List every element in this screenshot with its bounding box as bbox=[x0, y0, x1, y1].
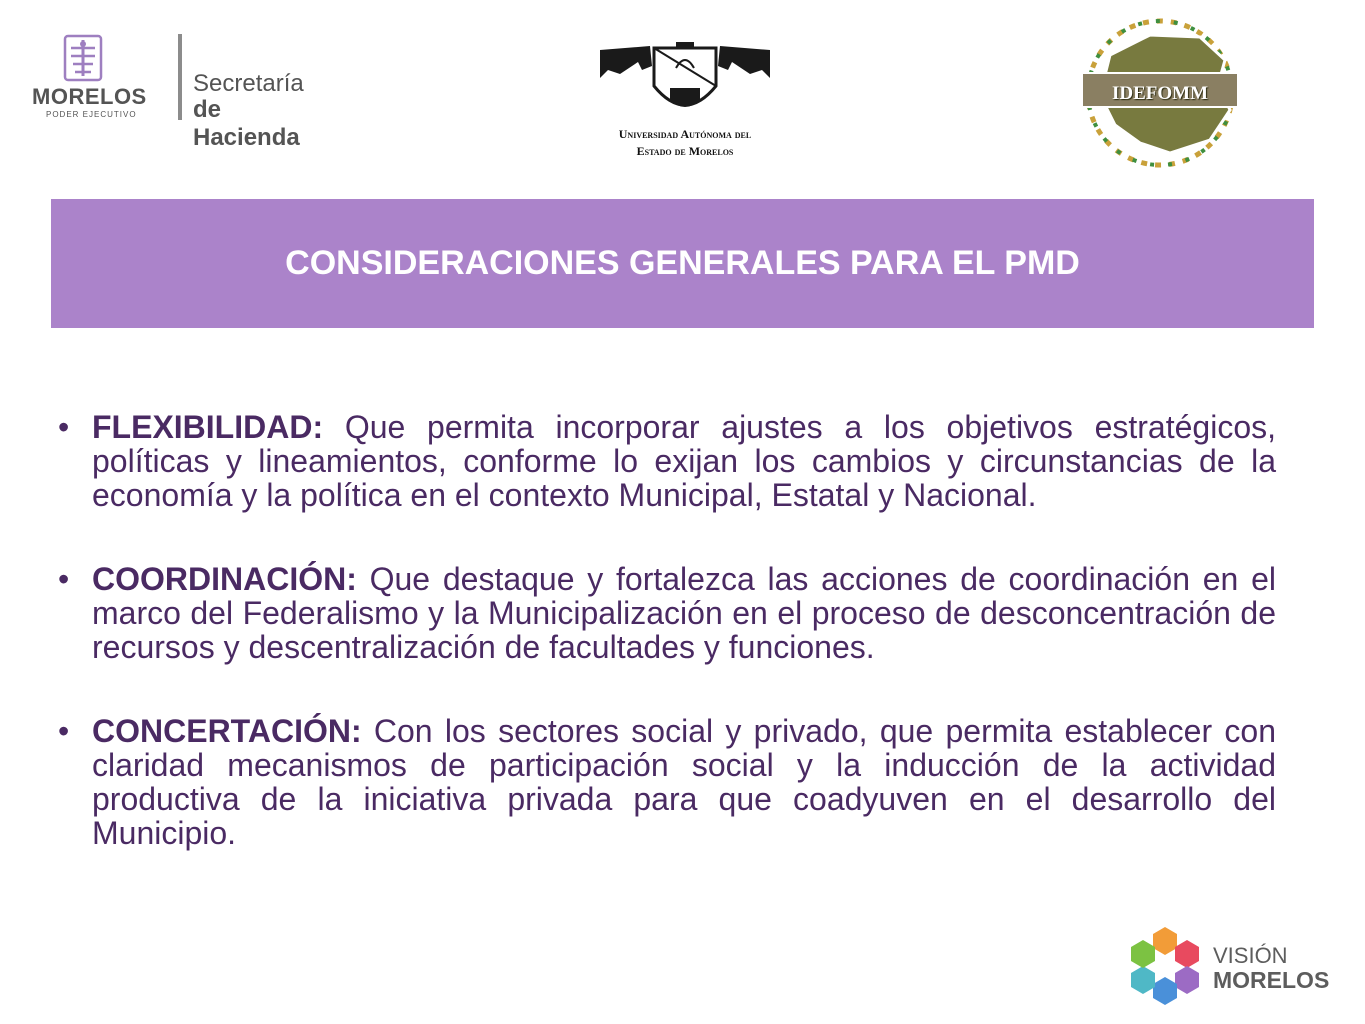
bullet-text: Que permita incorporar ajustes a los objetivos estratégicos, políticas y lineamientos, conforme lo exijan los cambios y circunstancias de la economía y la política en el contexto Municipal, Estatal y Nacional. bbox=[92, 409, 1276, 513]
bullet-text: Con los sectores social y privado, que permita establecer con claridad mecanismos de participación social y la inducción de la actividad productiva de la iniciativa privada para que coadyuven en el desarrollo del Municipio. bbox=[92, 713, 1276, 851]
slide-title: CONSIDERACIONES GENERALES PARA EL PMD bbox=[285, 244, 1080, 282]
bullet-dot-icon: • bbox=[58, 713, 70, 749]
uaem-name-line1: Universidad Autónoma del bbox=[618, 127, 752, 141]
bullet-term: FLEXIBILIDAD: bbox=[92, 409, 324, 445]
idefomm-logo bbox=[1060, 15, 1260, 170]
list-item bbox=[50, 410, 1276, 512]
uaem-name bbox=[590, 126, 780, 160]
morelos-subtitle: PODER EJECUTIVO bbox=[46, 110, 137, 119]
secretaria-line2: de Hacienda bbox=[193, 96, 300, 151]
morelos-wordmark: MORELOS bbox=[32, 84, 147, 109]
bullet-dot-icon: • bbox=[58, 561, 70, 597]
vision-line2: MORELOS bbox=[1213, 967, 1330, 993]
morelos-hacienda-logo bbox=[30, 32, 330, 151]
bullet-dot-icon: • bbox=[58, 409, 70, 445]
list-item bbox=[50, 714, 1276, 850]
bullet-term: CONCERTACIÓN: bbox=[92, 713, 362, 749]
bullet-term: COORDINACIÓN: bbox=[92, 561, 357, 597]
vision-hexagon-icon bbox=[1125, 925, 1205, 1005]
idefomm-wordmark: IDEFOMM bbox=[1111, 83, 1209, 104]
uaem-name-line2: Estado de Morelos bbox=[636, 144, 734, 158]
uaem-crest-icon bbox=[590, 40, 780, 124]
vision-morelos-logo bbox=[1125, 925, 1330, 1005]
bullet-list bbox=[50, 410, 1276, 900]
title-band bbox=[51, 199, 1314, 328]
list-item bbox=[50, 562, 1276, 664]
uaem-logo bbox=[590, 40, 780, 160]
secretaria-line1: Secretaría bbox=[193, 70, 304, 97]
vision-line1: VISIÓN bbox=[1213, 943, 1288, 968]
bullet-text: Que destaque y fortalezca las acciones de coordinación en el marco del Federalismo y la Municipalización en el proceso de desconcentración de recursos y descentralización de facultades y funciones. bbox=[92, 561, 1276, 665]
logo-divider bbox=[178, 34, 182, 120]
